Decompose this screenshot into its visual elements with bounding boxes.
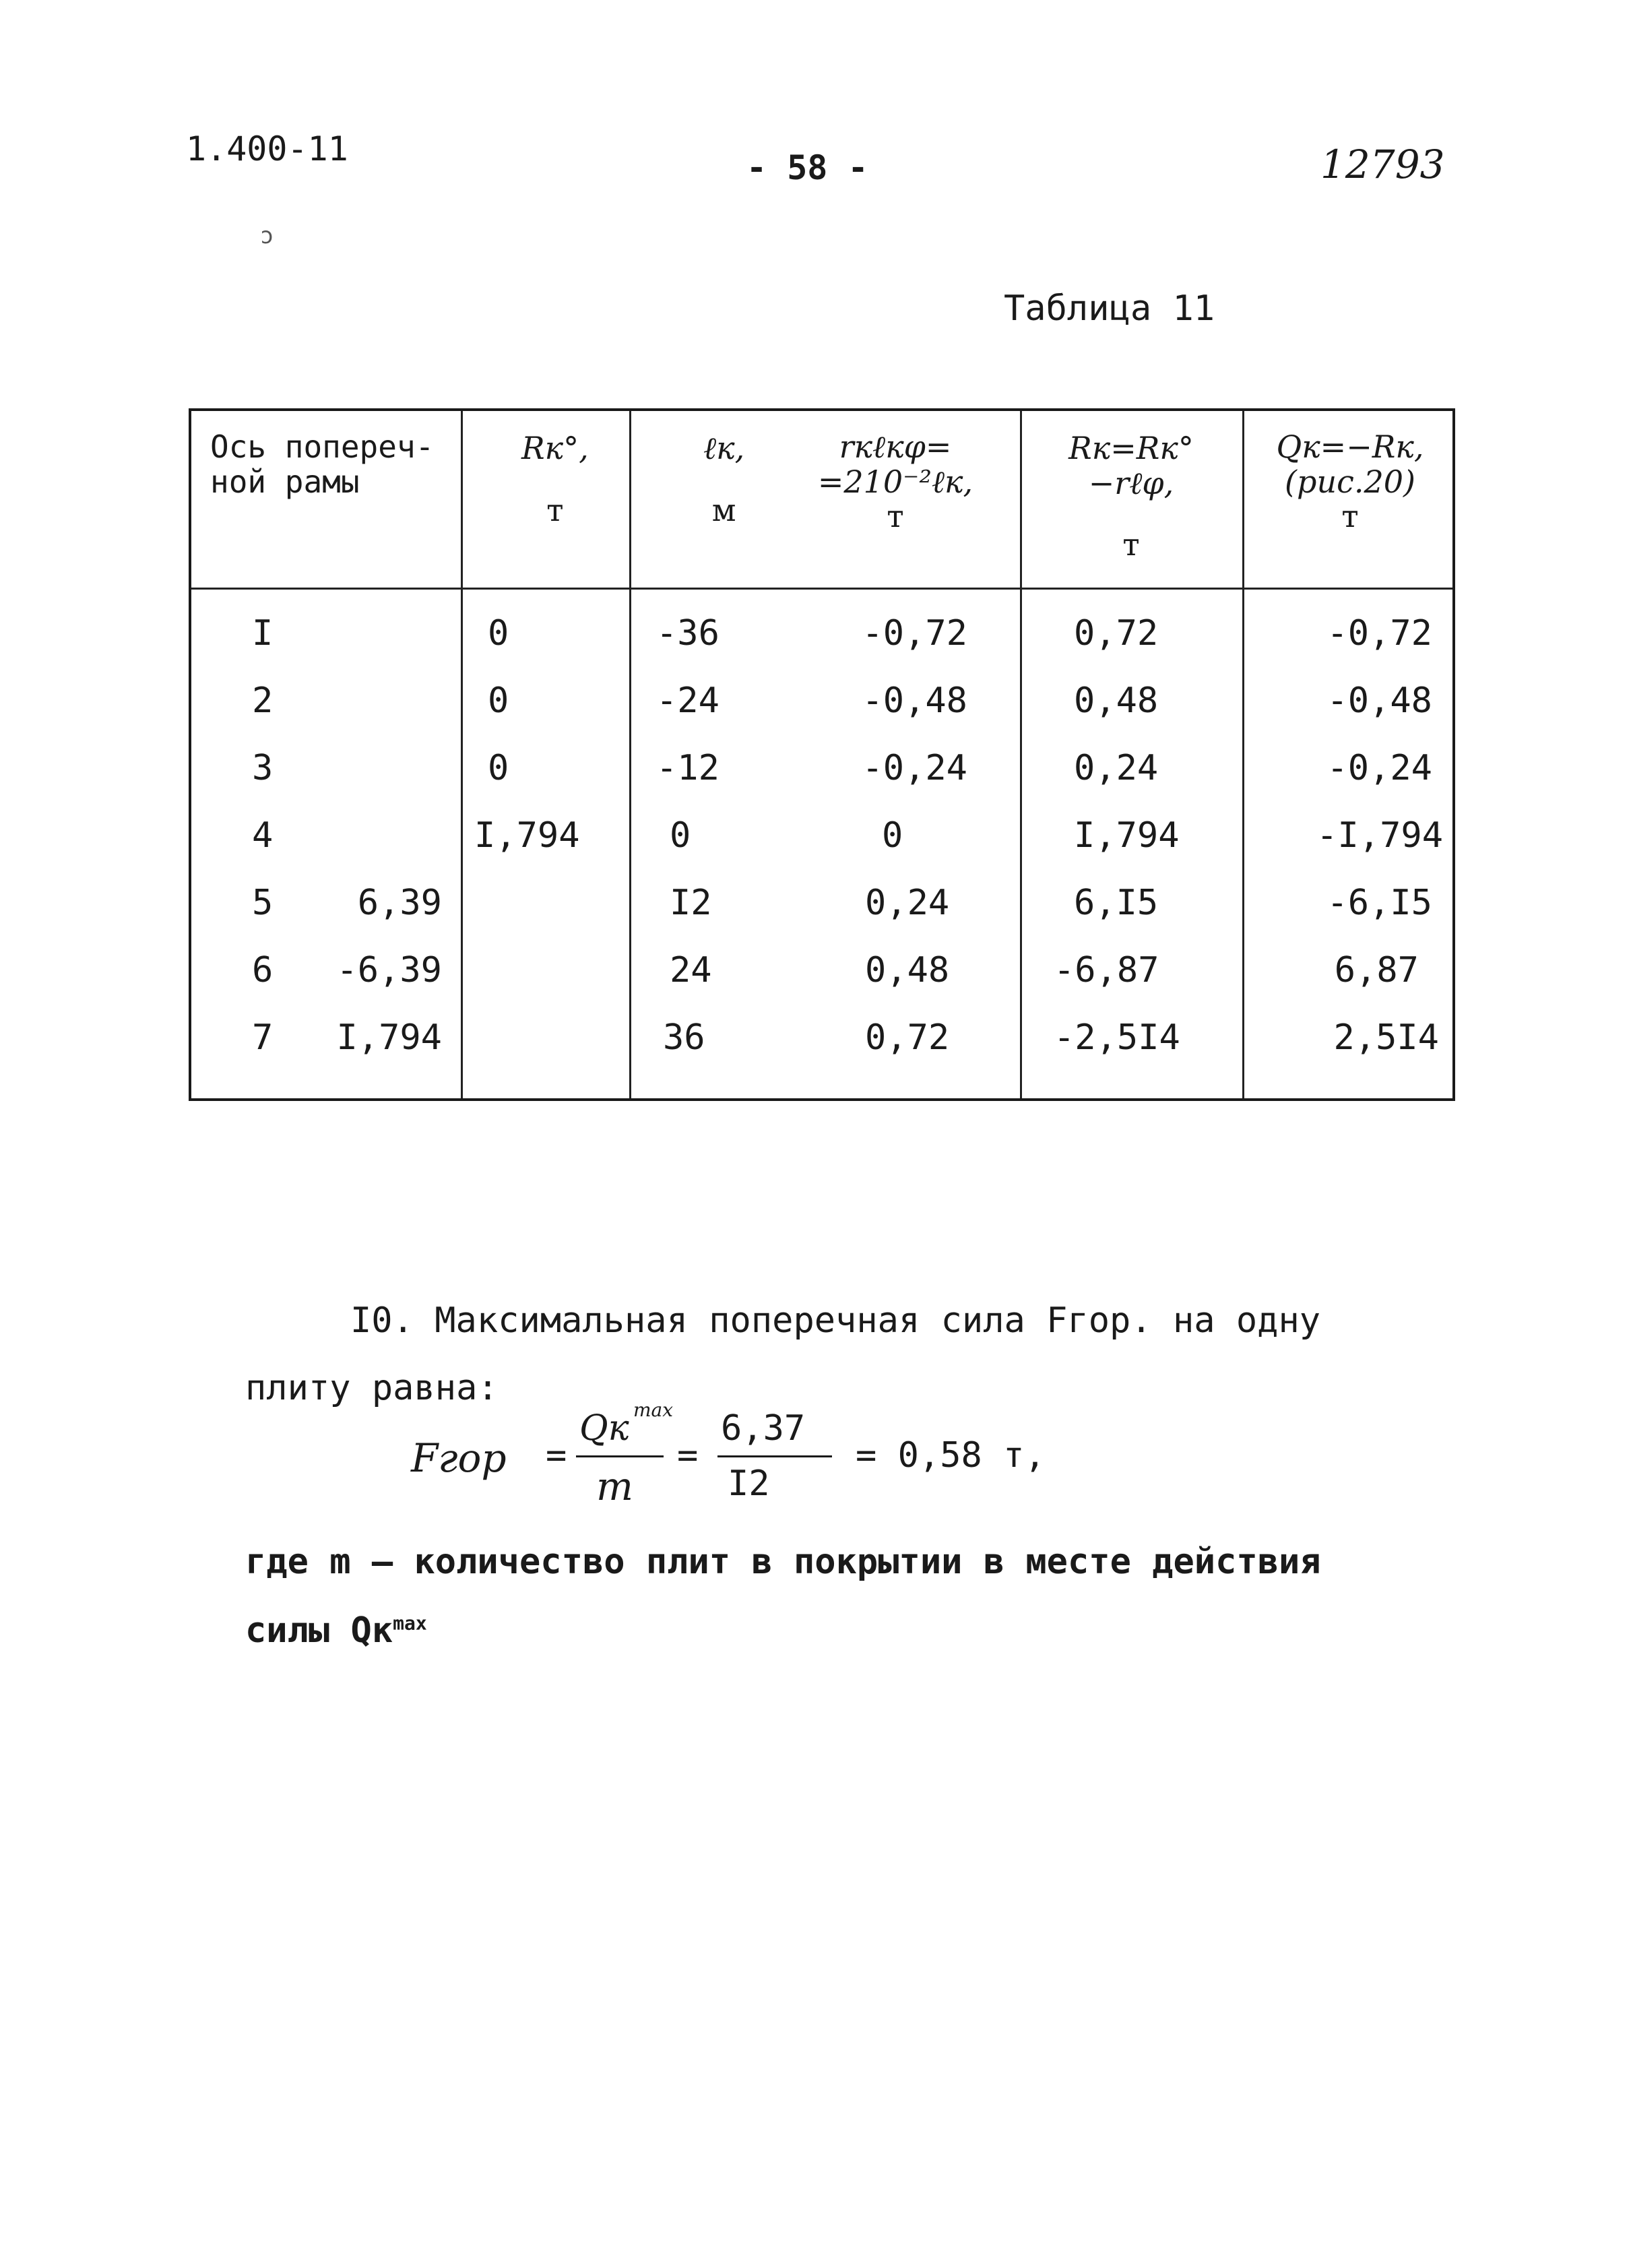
- header-rk0: [521, 431, 589, 528]
- cell-rk: -6,87: [1054, 950, 1159, 990]
- cell-rk0: 0: [488, 681, 509, 721]
- formula-frac-bottom: m: [596, 1463, 633, 1509]
- cell-rk: 0,72: [1074, 613, 1159, 654]
- cell-rlphi: 0,48: [865, 950, 950, 990]
- fraction-bar-2: [717, 1455, 832, 1457]
- cell-rk: -2,5I4: [1054, 1017, 1180, 1058]
- cell-rlphi: -0,24: [862, 748, 967, 788]
- cell-lk: -24: [656, 681, 719, 721]
- cell-rk0: 0: [488, 613, 509, 654]
- cell-rk: 0,48: [1074, 681, 1159, 721]
- cell-rk: 6,I5: [1074, 883, 1159, 923]
- header-rlphi-line2: =210⁻²ℓк,: [817, 463, 973, 500]
- formula-equals-1: =: [546, 1435, 567, 1476]
- header-lk-unit: м: [711, 491, 736, 528]
- cell-rlphi: 0,72: [865, 1017, 950, 1058]
- cell-qk: -6,I5: [1326, 883, 1432, 923]
- header-rlphi-line1: rкℓкφ=: [839, 429, 952, 465]
- cell-rk0: -6,39: [336, 950, 442, 990]
- header-rk-label: Rк=Rк°−rℓφ,: [1068, 430, 1194, 501]
- cell-lk: I2: [670, 883, 712, 923]
- formula-frac-sup: max: [633, 1399, 674, 1421]
- fraction-bar-1: [576, 1455, 664, 1457]
- formula-num-bottom: I2: [728, 1463, 770, 1504]
- where-sup: max: [393, 1612, 427, 1635]
- cell-axis: 5: [252, 883, 274, 923]
- cell-axis: 2: [252, 681, 274, 721]
- header-rk0-unit: т: [546, 491, 564, 528]
- cell-axis: 6: [252, 950, 274, 990]
- cell-qk: -0,72: [1326, 613, 1432, 654]
- header-rlphi-unit: т: [887, 498, 904, 535]
- header-rk: [1027, 431, 1236, 563]
- cell-rk0: I,794: [474, 815, 580, 856]
- cell-lk: 36: [663, 1017, 705, 1058]
- cell-rlphi: -0,72: [862, 613, 967, 654]
- header-lk-label: ℓк,: [703, 430, 745, 466]
- where-definition: где m – количество плит в покрытии в месте действия: [245, 1542, 1321, 1582]
- cell-rk0: I,794: [336, 1017, 442, 1058]
- formula-frac-top: Qк: [579, 1408, 629, 1449]
- stray-mark: ɔ: [260, 222, 274, 249]
- header-axis: [210, 430, 434, 499]
- cell-qk: -0,24: [1326, 748, 1432, 788]
- paragraph-force: I0. Максимальная поперечная сила Fгор. на одну: [350, 1300, 1321, 1341]
- cell-lk: -36: [656, 613, 719, 654]
- cell-rlphi: 0,24: [865, 883, 950, 923]
- cell-qk: -I,794: [1316, 815, 1443, 856]
- table-caption: Таблица 11: [1004, 288, 1215, 329]
- formula-equals-2: =: [677, 1435, 699, 1476]
- cell-rlphi: 0: [882, 815, 903, 856]
- header-axis-line2: ной рамы: [210, 463, 360, 500]
- cell-axis: 4: [252, 815, 274, 856]
- header-qk-unit: т: [1341, 498, 1359, 535]
- header-qk: [1252, 430, 1448, 534]
- where-forces-label: силы Qк: [245, 1610, 393, 1651]
- cell-axis: 3: [252, 748, 274, 788]
- cell-qk: -0,48: [1326, 681, 1432, 721]
- cell-lk: -12: [656, 748, 719, 788]
- cell-lk: 0: [670, 815, 691, 856]
- cell-rlphi: -0,48: [862, 681, 967, 721]
- header-qk-line1: Qк=−Rк,: [1276, 429, 1424, 465]
- cell-rk0: 0: [488, 748, 509, 788]
- header-lk: [703, 431, 744, 528]
- cell-rk: I,794: [1074, 815, 1180, 856]
- header-rk0-label: Rк°,: [521, 430, 589, 466]
- cell-lk: 24: [670, 950, 712, 990]
- paragraph-continuation: плиту равна:: [245, 1368, 499, 1408]
- cell-axis: I: [252, 613, 274, 654]
- data-table: [189, 408, 1455, 1101]
- formula-result: = 0,58 т,: [856, 1435, 1046, 1476]
- cell-axis: 7: [252, 1017, 274, 1058]
- page-number: - 58 -: [746, 148, 868, 187]
- cell-rk: 0,24: [1074, 748, 1159, 788]
- formula-num-top: 6,37: [721, 1408, 806, 1449]
- header-rk-unit: т: [1122, 526, 1140, 563]
- document-code: 1.400-11: [186, 129, 348, 168]
- cell-rk0: 6,39: [357, 883, 442, 923]
- cell-qk: 2,5I4: [1333, 1017, 1439, 1058]
- header-rlphi: [784, 430, 1006, 534]
- formula-lhs: Fгор: [411, 1435, 507, 1481]
- header-axis-line1: Ось попереч-: [210, 429, 435, 465]
- cell-qk: 6,87: [1334, 950, 1419, 990]
- document-number: 12793: [1320, 141, 1445, 187]
- formula: [411, 1399, 1046, 1543]
- where-definition-cont: [245, 1610, 427, 1651]
- header-qk-line2: (рис.20): [1285, 463, 1415, 500]
